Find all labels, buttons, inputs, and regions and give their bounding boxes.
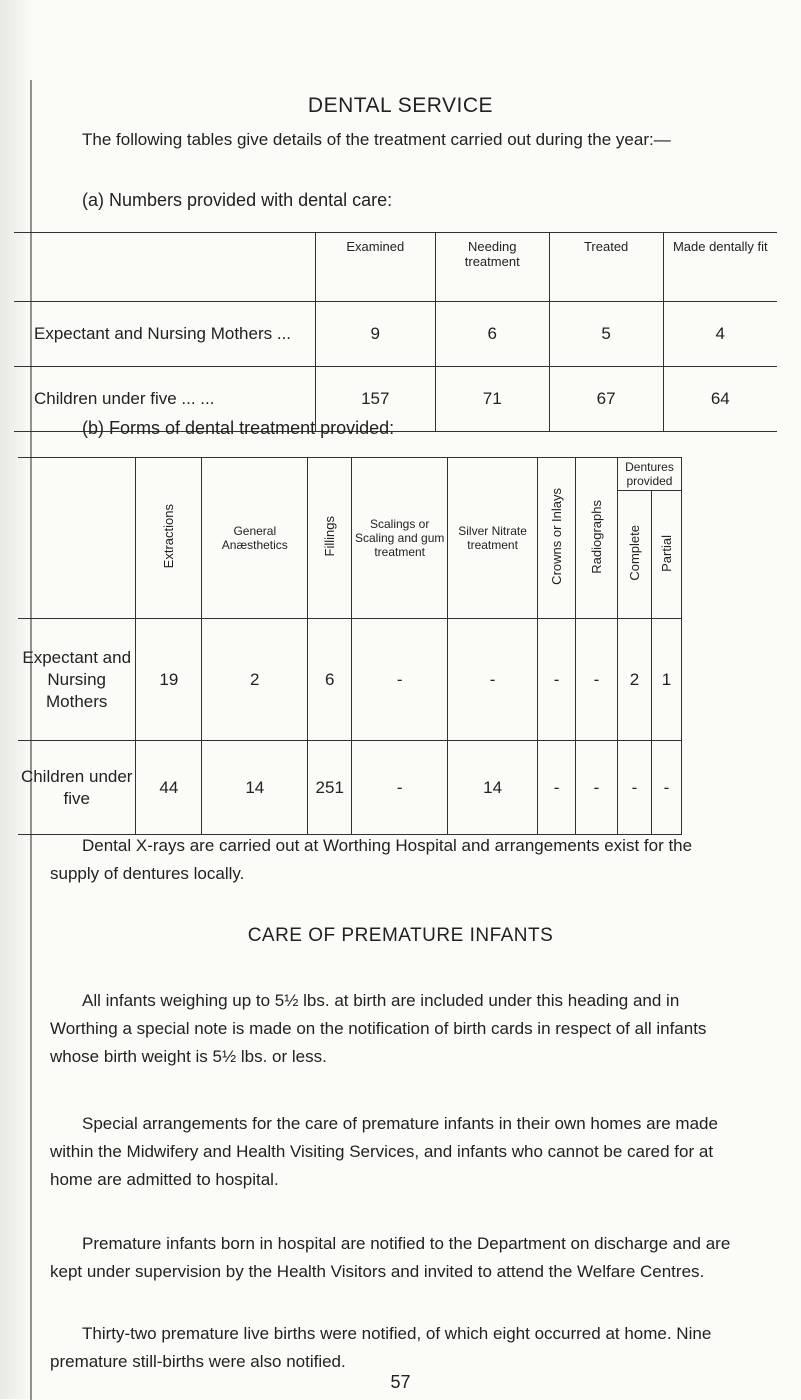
header-general-anaesthetics: General Anæsthetics: [202, 458, 308, 619]
blank-header-cell: [14, 233, 315, 302]
cell-treated: 5: [549, 302, 663, 367]
cell-examined: 9: [315, 302, 435, 367]
cell-general-anaesthetics: 2: [202, 619, 308, 741]
table-b-caption: [82, 414, 394, 442]
cell-radiographs: -: [576, 619, 618, 741]
blank-header-cell: [18, 458, 136, 619]
premature-infants-heading: CARE OF PREMATURE INFANTS: [247, 925, 554, 946]
paragraph-notifications: Thirty-two premature live births were notified, of which eight occurred at home. Nine premature still-births were also notified.: [50, 1324, 712, 1371]
cell-needing-treatment: 71: [435, 367, 549, 432]
header-extractions: Extractions: [136, 458, 202, 619]
header-fillings: Fillings: [308, 458, 352, 619]
cell-treated: 67: [549, 367, 663, 432]
dental-treatment-forms-table: [18, 457, 682, 835]
table-b-caption-text: Forms of dental treatment provided:: [109, 418, 395, 438]
xray-note: Dental X-rays are carried out at Worthing Hospital and arrangements exist for the supply of dentures locally.: [50, 836, 693, 883]
header-dentures-provided: Dentures provided: [617, 458, 681, 491]
paragraph-hospital-births: Premature infants born in hospital are notified to the Department on discharge and are kept under supervision by the Health Visitors and invited to attend the Welfare Centres.: [50, 1234, 731, 1281]
cell-needing-treatment: 6: [435, 302, 549, 367]
table-b-caption-label: (b): [82, 418, 104, 438]
cell-complete: -: [617, 741, 651, 835]
row-label: Children under five: [18, 741, 136, 835]
row-label: Children under five ... ...: [14, 367, 315, 432]
cell-crowns-or-inlays: -: [538, 619, 576, 741]
cell-made-dentally-fit: 64: [663, 367, 777, 432]
table-header-row: [14, 233, 777, 302]
cell-complete: 2: [617, 619, 651, 741]
cell-silver-nitrate: 14: [448, 741, 538, 835]
header-silver-nitrate: Silver Nitrate treatment: [448, 458, 538, 619]
header-treated: Treated: [549, 233, 663, 302]
table-row: [18, 741, 682, 835]
header-examined: Examined: [315, 233, 435, 302]
header-radiographs: Radiographs: [576, 458, 618, 619]
header-partial: Partial: [651, 491, 681, 619]
paragraph-home-care: Special arrangements for the care of premature infants in their own homes are made within the Midwifery and Health Visiting Services, and infants who cannot be cared for at home are admitted to hospital.: [50, 1114, 718, 1189]
table-a-caption-text: Numbers provided with dental care:: [109, 190, 393, 210]
cell-silver-nitrate: -: [448, 619, 538, 741]
table-header-row: [18, 458, 682, 491]
cell-radiographs: -: [576, 741, 618, 835]
cell-partial: -: [651, 741, 681, 835]
row-label: Expectant and Nursing Mothers: [18, 619, 136, 741]
cell-made-dentally-fit: 4: [663, 302, 777, 367]
cell-fillings: 6: [308, 619, 352, 741]
cell-crowns-or-inlays: -: [538, 741, 576, 835]
header-needing-treatment: Needing treatment: [435, 233, 549, 302]
header-complete: Complete: [617, 491, 651, 619]
cell-scalings: -: [352, 741, 448, 835]
cell-general-anaesthetics: 14: [202, 741, 308, 835]
intro-paragraph: The following tables give details of the treatment carried out during the year:—: [82, 130, 671, 149]
header-made-dentally-fit: Made dentally fit: [663, 233, 777, 302]
table-row: [18, 619, 682, 741]
cell-extractions: 44: [136, 741, 202, 835]
page-number: 57: [390, 1372, 411, 1392]
dental-care-numbers-table: [14, 232, 777, 432]
cell-fillings: 251: [308, 741, 352, 835]
table-a-caption-label: (a): [82, 190, 104, 210]
header-scalings: Scalings or Scaling and gum treatment: [352, 458, 448, 619]
table-a-caption: [82, 186, 392, 214]
header-crowns-or-inlays: Crowns or Inlays: [538, 458, 576, 619]
page-title: DENTAL SERVICE: [307, 94, 494, 117]
paragraph-birth-weight: All infants weighing up to 5½ lbs. at birth are included under this heading and in Worthing a special note is made on the notification of birth cards in respect of all infants whose birth weight is 5½ lbs. or less.: [50, 991, 707, 1066]
cell-examined: 157: [315, 367, 435, 432]
cell-scalings: -: [352, 619, 448, 741]
table-row: [14, 302, 777, 367]
row-label: Expectant and Nursing Mothers ...: [14, 302, 315, 367]
cell-extractions: 19: [136, 619, 202, 741]
cell-partial: 1: [651, 619, 681, 741]
